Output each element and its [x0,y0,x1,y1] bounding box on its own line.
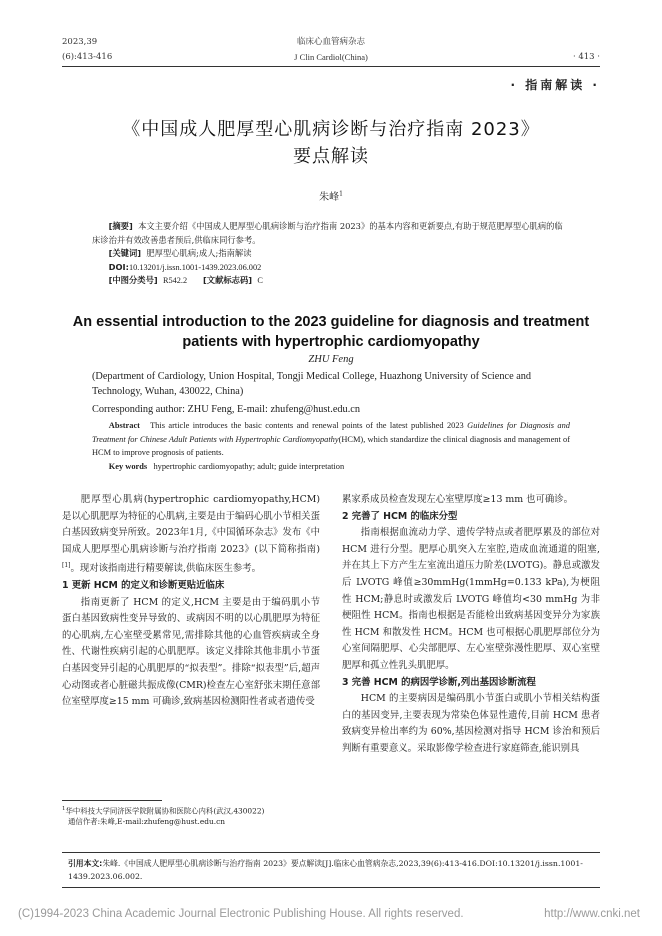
affiliation-en: (Department of Cardiology, Union Hospital, Tongji Medical College, Huazhong University of Science and Technology, Wuhan, 430022, China) [92,371,532,397]
doc-code-label: [文献标志码] [202,275,253,286]
keywords-en-text: hypertrophic cardiomyopathy; adult; guide interpretation [153,461,345,471]
intro-paragraph [62,492,320,578]
keywords-en [92,460,570,474]
classification-line [92,274,570,288]
footnote-affiliation [62,804,320,816]
footnote-rule [62,800,162,801]
doi-label: DOI: [108,261,129,272]
abstract-en-text [92,419,570,460]
intro-reference: [1] [62,562,71,570]
section-1-heading: 1 更新 HCM 的定义和诊断更贴近临床 [62,580,225,592]
copyright-watermark: (C)1994-2023 China Academic Journal Electronic Publishing House. All rights reserved. [18,908,464,920]
section-tag: · 指南解读 · [510,78,600,92]
abstract-label: [摘要] [108,221,133,231]
issue-pages: (6):413-416 [62,52,113,62]
citation-box [62,852,600,888]
doi-line [92,261,570,275]
section-2-text: 指南根据血流动力学、遗传学特点或者肥厚累及的部位对 HCM 进行分型。肥厚心肌突入左室腔,造成血流通道的阻塞,并在其上下方产生左室流出道压力阶差(LVOTG)。静息或激发后 LVOTG 峰值≥30mmHg(1mmHg=0.133 kPa),为梗阻性 HCM;静息时或激发后 LVOTG 峰值均<30 mmHg 为非梗阻性 HCM。指南也根据是否能检出致病基因变异分为家族性 HCM 和散发性 HCM。HCM 也可根据心肌肥厚部位分为心室间隔肥厚、心尖部肥厚、左心室壁弥漫性肥厚、双心室壁肥厚和孤立性乳头肌肥厚。 [342,527,600,671]
clc-text: R542.2 [162,276,188,286]
abstract-en-guideline-title: Guidelines for Diagnosis and Treatment for Chinese Adult Patients with Hypertrophic Cardiomyopathy [92,421,570,444]
author-cn [0,188,662,203]
keywords-text: 肥厚型心肌病;成人;指南解读 [146,248,252,259]
keywords-label: [关键词] [108,248,142,259]
footnote-affil-text: 华中科技大学同济医学院附属协和医院心内科(武汉,430022) [65,806,265,816]
intro-text: 肥厚型心肌病(hypertrophic cardiomyopathy,HCM)是以心肌肥厚为特征的心肌病,主要是由于编码心肌小节相关蛋白基因致病变异所致。2023年1月,《中国循环杂志》发布《中国成人肥厚型心肌病诊断与治疗指南 2023》(以下简称指南) [62,494,320,555]
section-3-heading: 3 完善 HCM 的病因学诊断,列出基因诊断流程 [342,676,536,688]
body-left-column [62,492,320,711]
keywords-cn [92,247,570,261]
footnote-sup: 1 [62,806,66,812]
footnote-corresponding: 通信作者:朱峰,E-mail:zhufeng@hust.edu.cn [68,817,225,827]
abstract-cn-text [92,220,570,247]
abstract-en-label: Abstract [108,421,140,430]
section-3-text: HCM 的主要病因是编码肌小节蛋白或肌小节相关结构蛋白的基因变异,主要表现为常染色体显性遗传,目前 HCM 患者致病变异检出率约为 60%,基因检测对指导 HCM 诊治和预后判断有重要意义。采取影像学检查进行家庭筛查,能识别具 [342,693,600,754]
corresponding-en: Corresponding author: ZHU Feng, E-mail: zhufeng@hust.edu.cn [92,404,360,415]
abstract-body: 本文主要介绍《中国成人肥厚型心肌病诊断与治疗指南 2023》的基本内容和更新要点,有助于规范肥厚型心肌病的临床诊治并有效改善患者预后,供临床同行参考。 [92,221,563,245]
title-en: An essential introduction to the 2023 guideline for diagnosis and treatment patients with hypertrophic cardiomyopathy [72,314,590,350]
journal-name-cn: 临床心血管病杂志 [296,37,365,47]
volume-year: 2023,39 [62,37,98,47]
author-name-cn: 朱峰 [319,192,340,203]
abstract-cn [92,220,570,288]
section-1-text: 指南更新了 HCM 的定义,HCM 主要是由于编码肌小节蛋白基因致病性变异导致的、或病因不明的以心肌肥厚为特征的心肌病,左心室壁受累常见,需排除其他的心血管疾病或全身性、代谢性疾病引起的心肌肥厚。该定义排除其他非肌小节蛋白基因变异引起的心肌肥厚的“拟表型”。排除“拟表型”后,超声心动图或者心脏磁共振成像(CMR)检查左心室舒张末期任意部位室壁厚度≥15 mm 可确诊,致病基因检测阳性者或者遗传受 [62,596,320,708]
doc-code-text: C [257,276,263,286]
journal-name-en: J Clin Cardiol(China) [294,52,368,62]
citation-text: 朱峰.《中国成人肥厚型心肌病诊断与治疗指南 2023》要点解读[J].临床心血管病杂志,2023,39(6):413-416.DOI:10.13201/j.issn.1001-1439.2023.06.002. [68,859,583,881]
header-rule [62,66,600,67]
footnote [62,804,320,827]
title-cn-line1: 《中国成人肥厚型心肌病诊断与治疗指南 2023》 [122,119,540,140]
clc-label: [中图分类号] [108,275,158,286]
intro-text-end: 。现对该指南进行精要解读,供临床医生参考。 [70,563,261,575]
continued-text: 累家系成员检查发现左心室壁厚度≥13 mm 也可确诊。 [342,494,574,505]
section-2-heading: 2 完善了 HCM 的临床分型 [342,510,458,522]
abstract-en-body2: (HCM), which standardize the clinical diagnosis and management of HCM to improve prognosis of patients. [92,434,570,457]
title-cn-line2: 要点解读 [293,146,369,167]
doi-text: 10.13201/j.issn.1001-1439.2023.06.002 [128,262,262,272]
cnki-url[interactable]: http://www.cnki.net [544,908,640,920]
body-right-column [342,492,600,758]
author-affil-sup: 1 [339,190,343,198]
abstract-en [92,419,570,473]
abstract-en-body1: This article introduces the basic contents and renewal points of the latest published 2023 [150,421,468,430]
keywords-en-label: Key words [108,461,148,471]
author-en: ZHU Feng [308,354,354,365]
page-number: · 413 · [572,52,600,62]
citation-label: 引用本文: [68,859,103,868]
